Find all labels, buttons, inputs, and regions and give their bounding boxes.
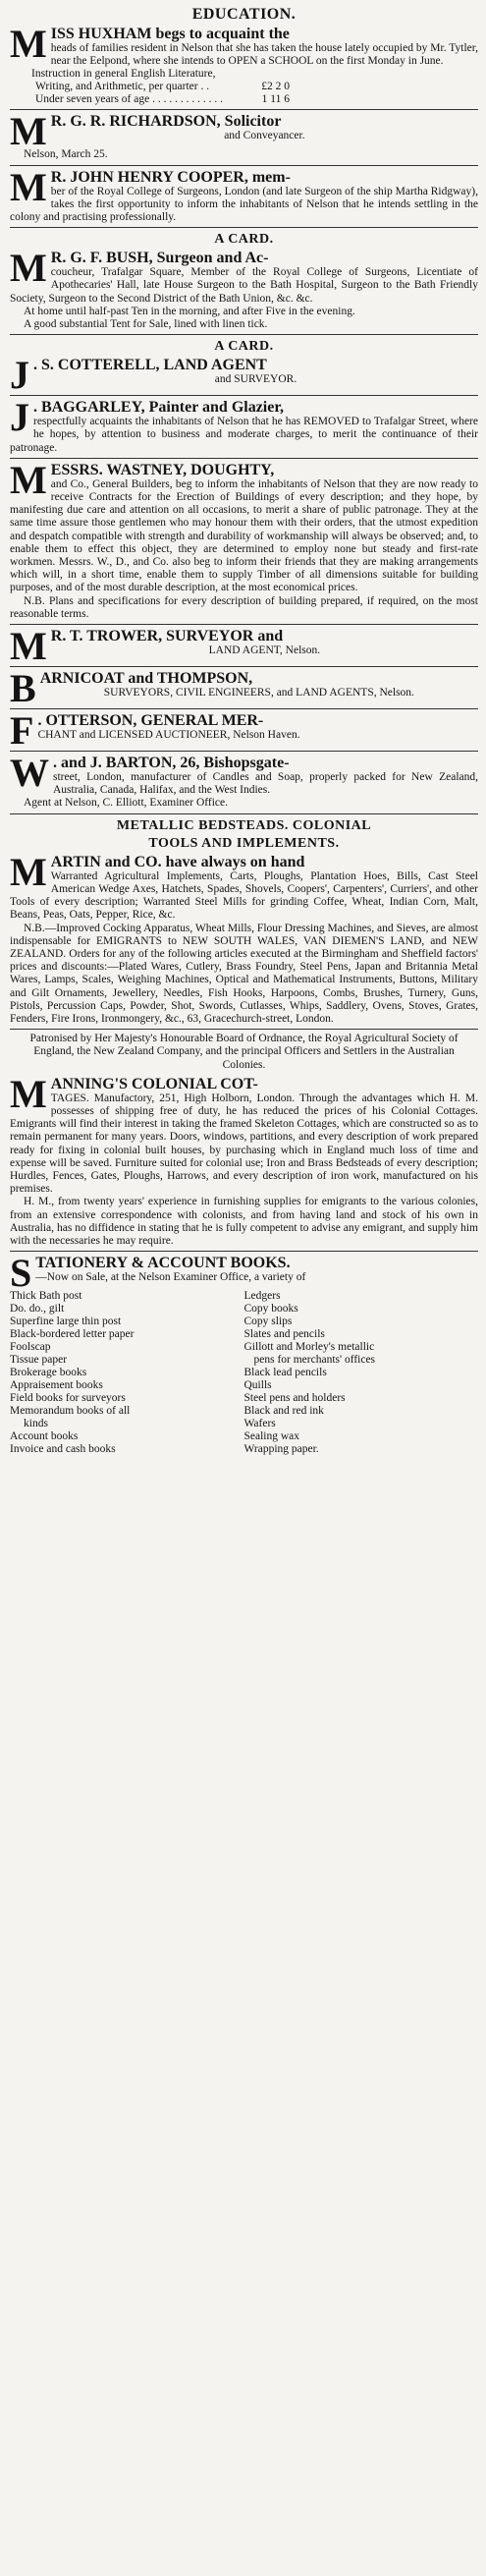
baggarley-lead-text: . BAGGARLEY, Painter and Glazier,: [33, 399, 284, 417]
drop-cap: M: [10, 109, 47, 154]
martin-ad: [10, 815, 478, 1030]
drop-cap: M: [10, 624, 47, 669]
cotterell-line2: and SURVEYOR.: [214, 373, 297, 386]
martin-body: Warranted Agricultural Implements, Carts, Ploughs, Plantation Hoes, Bills, Cast Steel American Wedge Axes, Hatchets, Spades, Shovels, Coopers', Carpenters', Curriers', and other Tools of every description; Warranted Steel Mills for grinding Coffee, Wheat, Indian Corn, Malt, Beans, Peas, Oats, Pepper, Rice, &c.: [10, 869, 478, 922]
drop-cap: W: [10, 751, 49, 796]
list-item: Wafers: [243, 1418, 276, 1430]
list-item: Black-bordered letter paper: [10, 1328, 135, 1341]
manning-lead-text: ANNING'S COLONIAL COT-: [50, 1075, 258, 1092]
barton-lead-text: . and J. BARTON, 26, Bishopsgate-: [53, 755, 290, 772]
wastney-body: and Co., General Builders, beg to inform the inhabitants of Nelson that they are now ready to receive Contracts for the Erection of Buildings of every description; and they hope, by manifesting due care and attention on all occasions, to merit a share of public patronage. They at the same time assure those gentlemen who may honour them with their orders, that the utmost expedition and despatch compatible with strength and durability of workmanship will always be observed; and, to enable them to effect this object, they are determined to employ none but steady and first-rate workmen. Messrs. W., D., and Co. also beg to inform their friends that they are making arrangements which will, in a short time, enable them to supply Timber of all dimensions suitable for building purposes, and of the most durable description, at the most economical prices.: [10, 477, 478, 594]
list-item: Tissue paper: [10, 1354, 68, 1367]
education-ad: [10, 3, 478, 110]
education-fees-title: Instruction in general English Literature,: [31, 68, 216, 81]
richardson-lead-text: R. G. R. RICHARDSON, Solicitor: [50, 113, 282, 131]
stationery-body: —Now on Sale, at the Nelson Examiner Office, a variety of: [35, 1271, 306, 1284]
list-item: Foolscap: [10, 1341, 51, 1354]
list-item: Sealing wax: [243, 1430, 300, 1443]
drop-cap: J: [10, 395, 29, 440]
list-item: Slates and pencils: [243, 1328, 325, 1341]
fee-row: [35, 93, 294, 106]
list-item: Appraisement books: [10, 1379, 103, 1392]
bush-hours: At home until half-past Ten in the morning, and after Five in the evening.: [24, 305, 355, 317]
martin-heading-1: METALLIC BEDSTEADS. COLONIAL: [116, 817, 372, 833]
stationery-ad: [10, 1253, 478, 1459]
fee-amount: 1 11 6: [261, 93, 290, 106]
list-item: Quills: [243, 1379, 272, 1392]
drop-cap: F: [10, 708, 34, 754]
barnicoat-ad: [10, 668, 478, 709]
baggarley-body: respectfully acquaints the inhabitants of Nelson that he has REMOVED to Trafalgar Street, where he hopes, by attention to business and moderate charges, to merit the continuance of their patronage.: [10, 416, 478, 454]
bush-heading: A CARD.: [214, 232, 274, 248]
manning-ad: [10, 1031, 478, 1252]
cooper-body: ber of the Royal College of Surgeons, London (and late Surgeon of the ship Martha Ridgway), takes the first opportunity to inform the inhabitants of Nelson that he intends settling in the colony and practising professionally.: [10, 185, 478, 224]
drop-cap: M: [10, 22, 47, 66]
stationery-left-column: [10, 1290, 244, 1456]
martin-lead: [10, 849, 478, 894]
list-item: Brokerage books: [10, 1367, 87, 1379]
wastney-lead: [10, 457, 478, 502]
barton-agent: Agent at Nelson, C. Elliott, Examiner Office.: [24, 797, 229, 810]
barton-body: street, London, manufacturer of Candles and Soap, properly packed for New Zealand, Australia, Canada, Halifax, and the West Indies.: [53, 771, 478, 797]
drop-cap: M: [10, 1071, 47, 1116]
stationery-lead-text: TATIONERY & ACCOUNT BOOKS.: [35, 1255, 291, 1272]
drop-cap: M: [10, 457, 47, 502]
otterson-ad: [10, 710, 478, 752]
list-item: Thick Bath post: [10, 1290, 82, 1303]
martin-lead-text: ARTIN and CO. have always on hand: [50, 853, 305, 870]
cotterell-heading: A CARD.: [214, 339, 274, 355]
list-item: Ledgers: [243, 1290, 281, 1303]
list-item: Field books for surveyors: [10, 1392, 126, 1405]
cotterell-lead-text: . S. COTTERELL, LAND AGENT: [33, 357, 267, 374]
list-item: Do. do., gilt: [10, 1303, 65, 1316]
bush-ad: [10, 229, 478, 335]
barnicoat-lead-text: ARNICOAT and THOMPSON,: [39, 670, 253, 688]
otterson-lead-text: . OTTERSON, GENERAL MER-: [37, 712, 264, 730]
stationery-item-list: [10, 1290, 478, 1456]
trower-lead-text: R. T. TROWER, SURVEYOR and: [50, 628, 284, 645]
richardson-footer: Nelson, March 25.: [24, 148, 108, 161]
list-item: Copy books: [243, 1303, 298, 1316]
trower-line2: LAND AGENT, Nelson.: [208, 644, 321, 657]
list-item: Account books: [10, 1430, 79, 1443]
drop-cap: M: [10, 246, 47, 291]
bush-tent: A good substantial Tent for Sale, lined with linen tick.: [24, 318, 268, 331]
richardson-ad: [10, 111, 478, 165]
list-item: Wrapping paper.: [243, 1443, 319, 1456]
list-item: Black and red ink: [243, 1405, 324, 1418]
cotterell-ad: [10, 336, 478, 396]
trower-ad: [10, 626, 478, 667]
wastney-lead-text: ESSRS. WASTNEY, DOUGHTY,: [50, 461, 275, 478]
barton-ad: [10, 753, 478, 814]
list-item: Copy slips: [243, 1316, 293, 1328]
manning-patron: Patronised by Her Majesty's Honourable Board of Ordnance, the Royal Agricultural Society of England, the New Zealand Company, and the principal Officers and Settlers in the Australian Colonies.: [29, 1033, 459, 1071]
bush-lead-text: R. G. F. BUSH, Surgeon and Ac-: [50, 250, 269, 267]
martin-heading-2: TOOLS AND IMPLEMENTS.: [148, 835, 340, 851]
drop-cap: J: [10, 353, 29, 398]
education-fees-table: [35, 81, 294, 106]
list-item: Superfine large thin post: [10, 1316, 122, 1328]
cooper-lead-text: R. JOHN HENRY COOPER, mem-: [50, 168, 291, 186]
martin-note: N.B.—Improved Cocking Apparatus, Wheat Mills, Flour Dressing Machines, and Sieves, are almost indispensable for EMIGRANTS to NEW SOUTH WALES, VAN DIEMEN'S LAND, and NEW ZEALAND. Orders for any of the following articles executed at the Birmingham and Sheffield factors' prices and discounts:—Plated Wares, Cutlery, Brass Foundry, Steel Pens, Japan and Britannia Metal Wares, Lamps, Scales, Weighing Machines, Optical and Mathematical Instruments, Buttons, Military and Gilt Ornaments, Jewellery, Needles, Fish Hooks, Harpoons, Combs, Brushes, Turnery, Guns, Pistols, Percussion Caps, Powder, Shot, Swords, Cutlasses, Whips, Saddlery, Ovens, Stoves, Grates, Fenders, Fire Irons, Ironmongery, &c., 63, Gracechurch-street, London.: [10, 922, 478, 1025]
baggarley-ad: [10, 397, 478, 459]
stationery-right-column: [244, 1290, 479, 1456]
list-item: Gillott and Morley's metallic: [243, 1341, 375, 1354]
manning-lead: [10, 1071, 478, 1116]
manning-body: TAGES. Manufactory, 251, High Holborn, London. Through the advantages which H. M. possesses of shipping free of duty, he has reduced the prices of his Colonial Cottages. Emigrants will find their interest in taking the framed Skeleton Cottages, which are constructed so as to remain permanent for many years. Doors, windows, partitions, and every description of work prepared ready for fixing in colonial built houses, by purchasing which in England much loss of time and expense will be saved. Furniture suited for colonial use; Iron and Brass Bedsteads of every description; Hurdles, Fences, Gates, Ploughs, Harrows, and every description of iron work, manufactured on his premises.: [10, 1092, 478, 1196]
drop-cap: B: [10, 666, 36, 711]
bush-body: coucheur, Trafalgar Square, Member of the Royal College of Surgeons, Licentiate of Apothecaries' Hall, late House Surgeon to the Bath Hospital, Surgeon to the Bath Friendly Society, Surgeon to the Second District of the Bath Union, &c. &c.: [10, 266, 478, 305]
drop-cap: M: [10, 164, 47, 209]
drop-cap: M: [10, 849, 47, 894]
wastney-note: N.B. Plans and specifications for every description of building prepared, if required, on the most reasonable terms.: [10, 594, 478, 620]
list-item: Invoice and cash books: [10, 1443, 116, 1456]
fee-label: Under seven years of age . . . . . . . . . . . . .: [35, 93, 223, 106]
list-item: Black lead pencils: [243, 1367, 327, 1379]
education-body: heads of families resident in Nelson that she has taken the house lately occupied by Mr. Tytler, near the Eelpond, where she intends to OPEN a SCHOOL on the first Monday in June.: [50, 42, 478, 68]
cooper-ad: [10, 164, 478, 229]
list-item: Memorandum books of all: [10, 1405, 131, 1418]
otterson-line2: CHANT and LICENSED AUCTIONEER, Nelson Haven.: [37, 729, 300, 742]
education-heading: EDUCATION.: [191, 6, 297, 23]
drop-cap: S: [10, 1251, 32, 1296]
fee-amount: £2 2 0: [261, 81, 290, 93]
fee-label: Writing, and Arithmetic, per quarter . .: [35, 81, 210, 93]
list-item: kinds: [24, 1418, 48, 1430]
list-item: Steel pens and holders: [243, 1392, 346, 1405]
manning-note: H. M., from twenty years' experience in furnishing supplies for emigrants to the various colonies, from an extensive correspondence with colonists, and from having land and stock of his own in Australia, has no diffidence in stating that he is fully competent to advise any emigrant, and supply him with the necessaries he may require.: [10, 1196, 478, 1247]
richardson-line2: and Conveyancer.: [224, 130, 305, 142]
wastney-ad: [10, 457, 478, 625]
education-lead-text: ISS HUXHAM begs to acquaint the: [50, 26, 290, 42]
barnicoat-line2: SURVEYORS, CIVIL ENGINEERS, and LAND AGENTS, Nelson.: [103, 687, 414, 700]
list-item: pens for merchants' offices: [253, 1354, 376, 1367]
fee-row: [35, 81, 294, 93]
